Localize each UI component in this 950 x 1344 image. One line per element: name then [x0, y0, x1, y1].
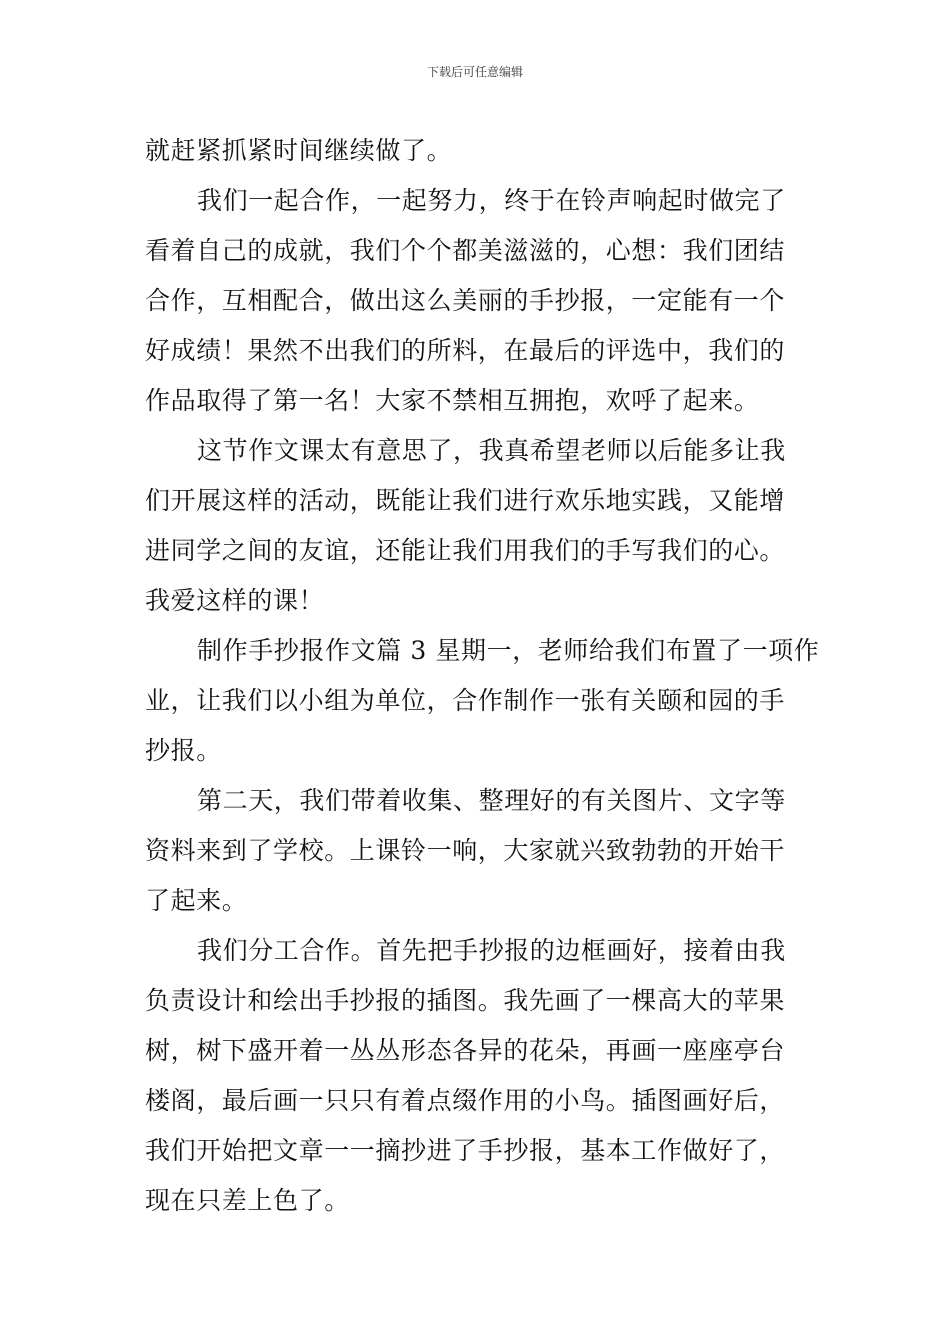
paragraph-start-line: 我们一起合作，一起努力，终于在铃声响起时做完了	[197, 186, 786, 215]
text-line: 我爱这样的课！	[145, 586, 325, 615]
text-line: 作品取得了第一名！大家不禁相互拥抱，欢呼了起来。	[145, 386, 760, 415]
text-line: 了起来。	[145, 886, 248, 915]
text-line: 看着自己的成就，我们个个都美滋滋的，心想：我们团结	[145, 236, 786, 265]
text-line: 就赶紧抓紧时间继续做了。	[145, 136, 453, 165]
paragraph-start-line: 第二天，我们带着收集、整理好的有关图片、文字等	[197, 786, 786, 815]
page-header-note: 下载后可任意编辑	[426, 65, 523, 79]
text-line: 们开展这样的活动，既能让我们进行欢乐地实践，又能增	[145, 486, 786, 515]
text-line: 抄报。	[145, 736, 222, 765]
text-line: 资料来到了学校。上课铃一响，大家就兴致勃勃的开始干	[145, 836, 786, 865]
paragraph-start-line: 这节作文课太有意思了，我真希望老师以后能多让我	[197, 436, 786, 465]
document-body	[145, 126, 820, 1226]
paragraph-start-line: 制作手抄报作文篇 3 星期一，老师给我们布置了一项作	[197, 636, 820, 665]
text-line: 树，树下盛开着一丛丛形态各异的花朵，再画一座座亭台	[145, 1036, 786, 1065]
text-line: 合作，互相配合，做出这么美丽的手抄报，一定能有一个	[145, 286, 786, 315]
text-line: 我们开始把文章一一摘抄进了手抄报，基本工作做好了，	[145, 1136, 786, 1165]
text-line: 好成绩！果然不出我们的所料，在最后的评选中，我们的	[145, 336, 786, 365]
text-line: 楼阁，最后画一只只有着点缀作用的小鸟。插图画好后，	[145, 1086, 786, 1115]
text-line: 进同学之间的友谊，还能让我们用我们的手写我们的心。	[145, 536, 786, 565]
paragraph-start-line: 我们分工合作。首先把手抄报的边框画好，接着由我	[197, 936, 786, 965]
text-line: 负责设计和绘出手抄报的插图。我先画了一棵高大的苹果	[145, 986, 786, 1015]
text-line: 业，让我们以小组为单位，合作制作一张有关颐和园的手	[145, 686, 786, 715]
text-line: 现在只差上色了。	[145, 1186, 350, 1215]
